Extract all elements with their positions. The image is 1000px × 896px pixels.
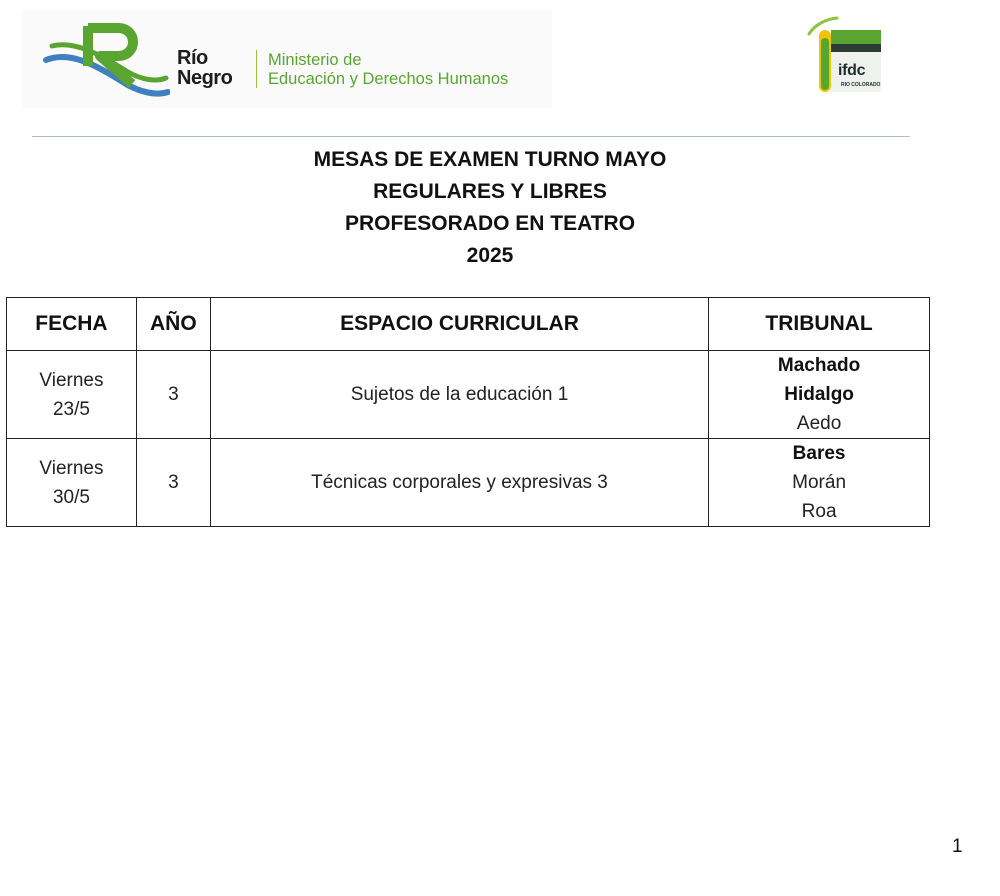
ministry-name [268, 51, 508, 89]
header-espacio-curricular: ESPACIO CURRICULAR [210, 298, 708, 351]
cell-tribunal [709, 439, 930, 527]
ministry-name-line2: Educación y Derechos Humanos [268, 70, 509, 88]
cell-fecha [7, 351, 137, 439]
exam-schedule-table [6, 297, 930, 527]
page-number: 1 [952, 836, 963, 857]
fecha-date: 23/5 [52, 398, 90, 420]
title-year: 2025 [466, 244, 514, 267]
cell-tribunal [709, 351, 930, 439]
tribunal-member: Morán [792, 472, 847, 493]
document-title [0, 144, 980, 272]
header-anio: AÑO [136, 298, 210, 351]
tribunal-member: Aedo [796, 413, 842, 434]
cell-espacio-curricular: Técnicas corporales y expresivas 3 [210, 439, 708, 527]
table-row [7, 351, 930, 439]
fecha-day: Viernes [39, 369, 104, 391]
title-line-3: PROFESORADO EN TEATRO [344, 212, 636, 235]
logo-divider [256, 50, 257, 88]
header-tribunal: TRIBUNAL [709, 298, 930, 351]
title-line-1: MESAS DE EXAMEN TURNO MAYO [313, 148, 667, 171]
cell-anio: 3 [136, 351, 210, 439]
rio-negro-name-line1: Río [177, 47, 208, 69]
rio-negro-name-line2: Negro [177, 67, 233, 89]
tribunal-member: Bares [792, 443, 846, 464]
cell-espacio-curricular: Sujetos de la educación 1 [210, 351, 708, 439]
page-header [0, 0, 1000, 130]
fecha-date: 30/5 [52, 486, 90, 508]
tribunal-member: Roa [801, 501, 837, 522]
tribunal-member: Machado [777, 355, 861, 376]
header-fecha: FECHA [7, 298, 137, 351]
tribunal-member: Hidalgo [784, 384, 854, 405]
rio-negro-logo [22, 10, 552, 108]
ifdc-logo-subtitle: RIO COLORADO [841, 82, 881, 88]
ifdc-logo-text: ifdc [838, 62, 866, 79]
cell-anio: 3 [136, 439, 210, 527]
rio-negro-name [177, 48, 232, 88]
cell-fecha [7, 439, 137, 527]
rio-negro-logo-icon [40, 22, 170, 102]
table-row [7, 439, 930, 527]
header-divider [32, 136, 910, 137]
ifdc-logo [805, 16, 885, 98]
ministry-name-line1: Ministerio de [268, 51, 362, 69]
title-line-2: REGULARES Y LIBRES [373, 180, 607, 203]
fecha-day: Viernes [39, 457, 104, 479]
table-header-row [7, 298, 930, 351]
